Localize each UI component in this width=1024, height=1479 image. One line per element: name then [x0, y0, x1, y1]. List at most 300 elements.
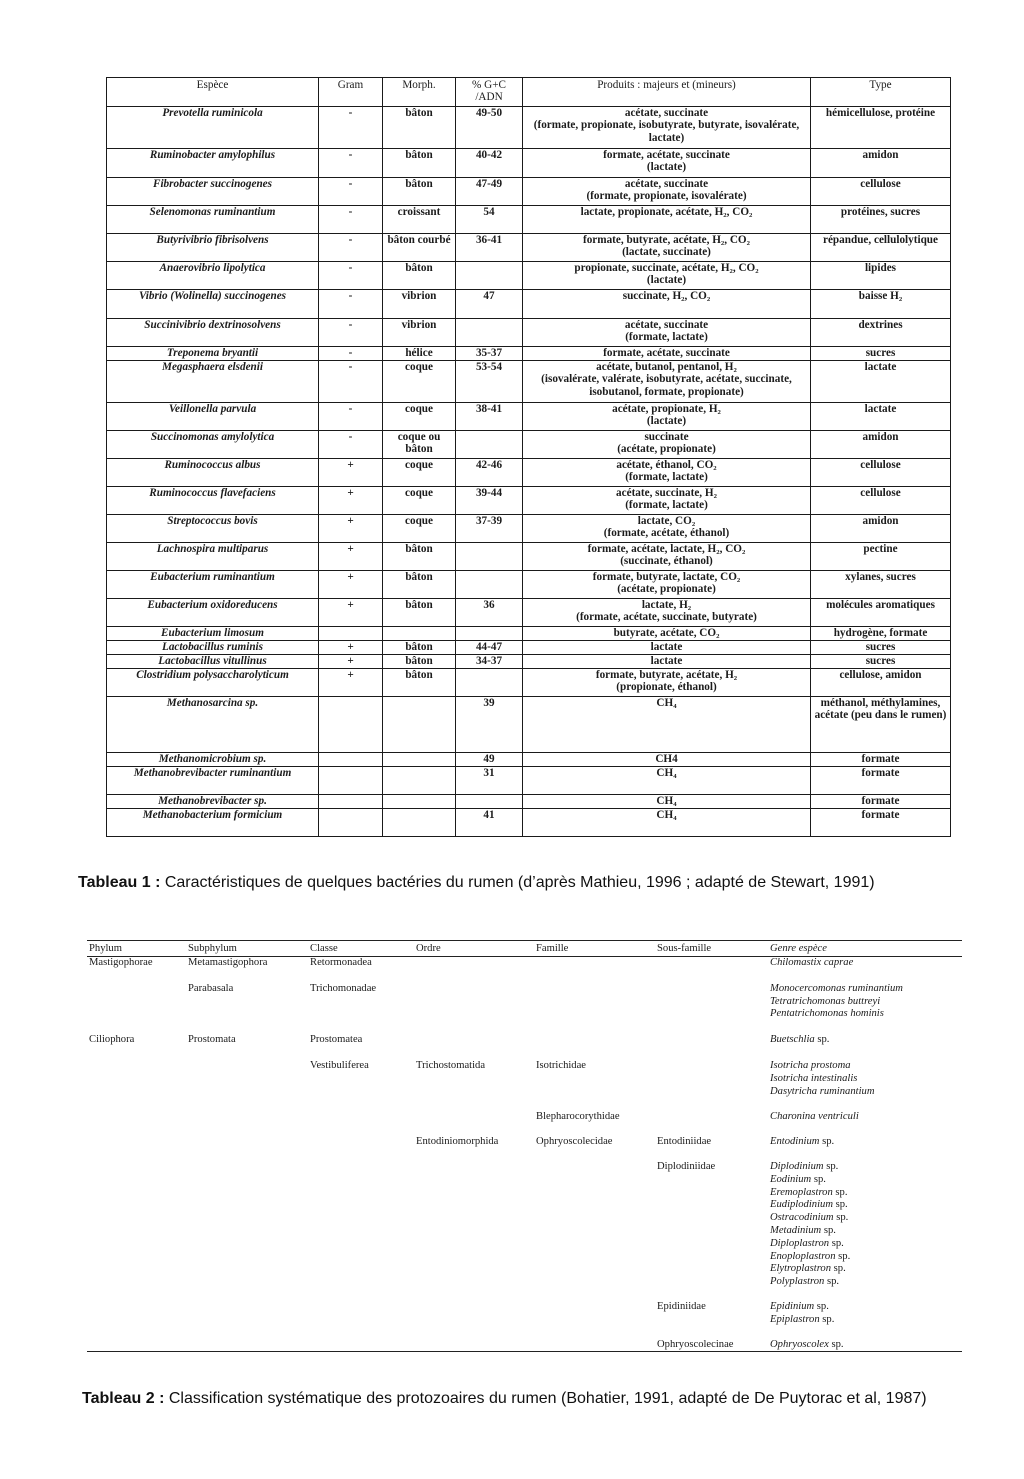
gram-cell: +	[319, 487, 383, 515]
products-cell	[523, 178, 811, 206]
famille-cell: Blepharocorythidae	[536, 1111, 620, 1123]
header-morph: Morph.	[383, 78, 456, 107]
products-cell	[523, 403, 811, 431]
famille-cell	[534, 1161, 655, 1301]
type-cell: pectine	[811, 543, 951, 571]
genus-species: Polyplastron sp.	[770, 1276, 840, 1288]
species-cell: Ruminobacter amylophilus	[107, 149, 319, 178]
species-cell: Lactobacillus vitullinus	[107, 655, 319, 669]
ordre-cell: Entodiniomorphida	[416, 1136, 499, 1148]
type-cell: dextrines	[811, 319, 951, 347]
minor-products: (succinate, éthanol)	[620, 555, 713, 568]
phylum-cell: Mastigophorae	[89, 957, 153, 968]
major-products: succinate	[644, 431, 689, 443]
gram-cell: -	[319, 107, 383, 149]
phylum-cell	[87, 1111, 186, 1136]
sousfamille-cell: Diplodiniidae	[657, 1160, 716, 1172]
products-cell	[523, 809, 811, 837]
protozoa-row	[87, 1339, 962, 1352]
type-cell: xylanes, sucres	[811, 571, 951, 599]
protozoa-row	[87, 1034, 962, 1060]
species-cell: Anaerovibrio lipolytica	[107, 262, 319, 290]
products-cell	[523, 795, 811, 809]
classe-cell: Retormonadea	[310, 957, 372, 968]
gc-cell	[456, 543, 523, 571]
morph-cell: bâton	[383, 655, 456, 669]
products-cell	[523, 361, 811, 403]
major-products: lactate	[650, 655, 683, 667]
minor-products: (lactate, succinate)	[622, 246, 711, 259]
bacteria-row	[107, 543, 951, 571]
major-products: formate, acétate, succinate	[603, 347, 730, 359]
protozoa-table-wrapper	[87, 940, 962, 1352]
gc-cell	[456, 431, 523, 459]
genre-espece-cell	[768, 1301, 962, 1339]
genus-species: Epidinium sp.	[770, 1300, 829, 1312]
morph-cell: bâton	[383, 262, 456, 290]
species-cell: Prevotella ruminicola	[107, 107, 319, 149]
subphylum-cell: Parabasala	[188, 982, 234, 994]
table2-caption	[82, 1388, 942, 1409]
sousfamille-cell	[655, 1034, 768, 1060]
gram-cell: +	[319, 669, 383, 697]
major-products: CH₄	[656, 767, 677, 779]
subphylum-cell	[186, 1161, 308, 1301]
table1-caption-text: Caractéristiques de quelques bactéries du rumen (d’après Mathieu, 1996 ; adapté de Stewart, 1991)	[160, 874, 875, 891]
bacteria-table	[106, 77, 951, 837]
bacteria-row	[107, 655, 951, 669]
sousfamille-cell: Entodiniidae	[657, 1136, 712, 1148]
famille-cell	[534, 983, 655, 1034]
species-cell: Megasphaera elsdenii	[107, 361, 319, 403]
type-cell: sucres	[811, 641, 951, 655]
morph-cell: hélice	[383, 347, 456, 361]
famille-cell: Isotrichidae	[536, 1059, 587, 1071]
gram-cell	[319, 697, 383, 753]
bacteria-row	[107, 571, 951, 599]
bacteria-row	[107, 431, 951, 459]
morph-cell: vibrion	[383, 319, 456, 347]
ordre-cell	[414, 1339, 534, 1352]
species-cell: Lactobacillus ruminis	[107, 641, 319, 655]
morph-cell	[383, 795, 456, 809]
header-famille: Famille	[534, 941, 655, 957]
ordre-cell	[414, 1111, 534, 1136]
products-cell	[523, 641, 811, 655]
protozoa-row	[87, 1111, 962, 1136]
minor-products: (lactate)	[646, 415, 687, 428]
ordre-cell	[414, 1161, 534, 1301]
classe-cell	[308, 1136, 414, 1161]
major-products: CH₄	[656, 795, 677, 807]
species-cell: Eubacterium limosum	[107, 627, 319, 641]
species-cell: Ruminococcus albus	[107, 459, 319, 487]
gc-cell	[456, 795, 523, 809]
morph-cell: bâton	[383, 149, 456, 178]
genus-species: Chilomastix caprae	[770, 957, 854, 968]
genre-espece-cell	[768, 1161, 962, 1301]
morph-cell: coque ou bâton	[383, 431, 456, 459]
species-cell: Vibrio (Wolinella) succinogenes	[107, 290, 319, 319]
protozoa-row	[87, 957, 962, 983]
sousfamille-cell: Epidiniidae	[657, 1300, 706, 1312]
protozoa-row	[87, 1060, 962, 1111]
bacteria-row	[107, 178, 951, 206]
famille-cell	[534, 1339, 655, 1352]
bacteria-row	[107, 403, 951, 431]
products-cell	[523, 655, 811, 669]
genre-espece-cell	[768, 957, 962, 983]
type-cell: amidon	[811, 515, 951, 543]
gram-cell: -	[319, 347, 383, 361]
header-products: Produits : majeurs et (mineurs)	[523, 78, 811, 107]
phylum-cell	[87, 1161, 186, 1301]
gram-cell: -	[319, 319, 383, 347]
minor-products: (propionate, éthanol)	[616, 681, 717, 694]
genus-species: Enoploplastron sp.	[770, 1250, 851, 1262]
products-cell	[523, 290, 811, 319]
morph-cell	[383, 809, 456, 837]
gc-cell: 36	[456, 599, 523, 627]
gram-cell: +	[319, 641, 383, 655]
bacteria-row	[107, 669, 951, 697]
products-cell	[523, 767, 811, 795]
type-cell: formate	[811, 795, 951, 809]
phylum-cell: Ciliophora	[89, 1034, 135, 1046]
gram-cell: +	[319, 655, 383, 669]
subphylum-cell: Prostomata	[188, 1034, 236, 1046]
famille-cell	[534, 1301, 655, 1339]
genre-espece-cell	[768, 1034, 962, 1060]
species-cell: Selenomonas ruminantium	[107, 206, 319, 234]
phylum-cell	[87, 1339, 186, 1352]
minor-products: (formate, propionate, isobutyrate, butyrate, isovalérate, lactate)	[533, 119, 800, 144]
minor-products: (lactate)	[646, 274, 687, 287]
bacteria-row	[107, 347, 951, 361]
gc-cell: 37-39	[456, 515, 523, 543]
sousfamille-cell	[655, 1111, 768, 1136]
classe-cell	[308, 1339, 414, 1352]
morph-cell: coque	[383, 515, 456, 543]
major-products: acétate, propionate, H₂	[612, 403, 721, 415]
subphylum-cell	[186, 1111, 308, 1136]
genus-species: Ostracodinium sp.	[770, 1212, 849, 1224]
gc-cell: 39	[456, 697, 523, 753]
header-gram: Gram	[319, 78, 383, 107]
major-products: propionate, succinate, acétate, H₂, CO₂	[574, 262, 759, 274]
genus-species: Entodinium sp.	[770, 1136, 835, 1148]
type-cell: amidon	[811, 149, 951, 178]
phylum-cell	[87, 1301, 186, 1339]
famille-cell: Ophryoscolecidae	[536, 1136, 613, 1148]
genus-species: Dasytricha ruminantium	[770, 1085, 875, 1097]
genus-species: Diplodinium sp.	[770, 1160, 839, 1172]
products-cell	[523, 431, 811, 459]
type-cell: formate	[811, 753, 951, 767]
phylum-cell	[87, 1136, 186, 1161]
morph-cell: bâton	[383, 107, 456, 149]
ordre-cell	[414, 983, 534, 1034]
morph-cell	[383, 753, 456, 767]
minor-products: (acétate, propionate)	[617, 443, 716, 456]
products-cell	[523, 319, 811, 347]
header-genre-espece: Genre espèce	[768, 941, 962, 957]
species-cell: Methanobrevibacter ruminantium	[107, 767, 319, 795]
gram-cell: -	[319, 178, 383, 206]
minor-products: (lactate)	[646, 161, 687, 174]
type-cell: cellulose	[811, 459, 951, 487]
products-cell	[523, 753, 811, 767]
minor-products: (acétate, propionate)	[617, 583, 716, 596]
sousfamille-cell	[655, 1060, 768, 1111]
bacteria-table-body	[107, 107, 951, 837]
gc-cell	[456, 627, 523, 641]
gram-cell	[319, 753, 383, 767]
bacteria-row	[107, 795, 951, 809]
genus-species: Isotricha intestinalis	[770, 1072, 858, 1084]
genre-espece-cell	[768, 1060, 962, 1111]
major-products: acétate, succinate	[624, 107, 709, 119]
classe-cell: Prostomatea	[310, 1034, 363, 1046]
genus-species: Diploplastron sp.	[770, 1237, 844, 1249]
protozoa-table-header	[87, 941, 962, 957]
morph-cell: coque	[383, 361, 456, 403]
major-products: formate, butyrate, acétate, H₂, CO₂	[582, 234, 750, 246]
species-cell: Eubacterium ruminantium	[107, 571, 319, 599]
major-products: acétate, butanol, pentanol, H₂	[596, 361, 737, 373]
major-products: CH₄	[656, 809, 677, 821]
genus-species: Epiplastron sp.	[770, 1313, 835, 1325]
protozoa-row	[87, 1161, 962, 1301]
gram-cell: -	[319, 431, 383, 459]
species-cell: Lachnospira multiparus	[107, 543, 319, 571]
gc-cell: 40-42	[456, 149, 523, 178]
gc-cell: 34-37	[456, 655, 523, 669]
type-cell: lactate	[811, 403, 951, 431]
species-cell: Clostridium polysaccharolyticum	[107, 669, 319, 697]
minor-products: (isovalérate, valérate, isobutyrate, acétate, succinate, isobutanol, formate, propionate)	[541, 373, 792, 398]
type-cell: méthanol, méthylamines, acétate (peu dans le rumen)	[811, 697, 951, 753]
bacteria-row	[107, 641, 951, 655]
header-gc: % G+C /ADN	[456, 78, 523, 107]
classe-cell	[308, 1301, 414, 1339]
gram-cell: +	[319, 515, 383, 543]
genus-species: Buetschlia sp.	[770, 1034, 830, 1046]
gram-cell	[319, 767, 383, 795]
morph-cell: bâton	[383, 641, 456, 655]
type-cell: lactate	[811, 361, 951, 403]
subphylum-cell	[186, 1339, 308, 1352]
minor-products: (formate, lactate)	[625, 471, 708, 484]
classe-cell: Vestibuliferea	[310, 1059, 369, 1071]
morph-cell: coque	[383, 459, 456, 487]
header-sous-famille: Sous-famille	[655, 941, 768, 957]
bacteria-row	[107, 487, 951, 515]
gram-cell: -	[319, 403, 383, 431]
type-cell: hydrogène, formate	[811, 627, 951, 641]
table2-caption-label: Tableau 2 :	[82, 1390, 165, 1407]
classe-cell: Trichomonadae	[310, 982, 377, 994]
gc-cell: 54	[456, 206, 523, 234]
gc-cell: 41	[456, 809, 523, 837]
morph-cell: bâton courbé	[383, 234, 456, 262]
species-cell: Eubacterium oxidoreducens	[107, 599, 319, 627]
species-cell: Succinivibrio dextrinosolvens	[107, 319, 319, 347]
gram-cell: +	[319, 459, 383, 487]
bacteria-row	[107, 149, 951, 178]
species-cell: Veillonella parvula	[107, 403, 319, 431]
products-cell	[523, 627, 811, 641]
type-cell: répandue, cellulolytique	[811, 234, 951, 262]
species-cell: Methanobrevibacter sp.	[107, 795, 319, 809]
major-products: lactate, propionate, acétate, H₂, CO₂	[580, 206, 753, 218]
species-cell: Ruminococcus flavefaciens	[107, 487, 319, 515]
products-cell	[523, 515, 811, 543]
gram-cell: +	[319, 599, 383, 627]
gc-cell: 44-47	[456, 641, 523, 655]
bacteria-row	[107, 753, 951, 767]
products-cell	[523, 262, 811, 290]
subphylum-cell	[186, 1060, 308, 1111]
table2-caption-text: Classification systématique des protozoaires du rumen (Bohatier, 1991, adapté de De Puytorac et al, 1987)	[164, 1390, 927, 1407]
type-cell: hémicellulose, protéine	[811, 107, 951, 149]
morph-cell: bâton	[383, 599, 456, 627]
products-cell	[523, 669, 811, 697]
morph-cell: bâton	[383, 178, 456, 206]
famille-cell	[534, 957, 655, 983]
major-products: acétate, succinate	[624, 178, 709, 190]
products-cell	[523, 487, 811, 515]
major-products: lactate, CO₂	[637, 515, 696, 527]
bacteria-row	[107, 361, 951, 403]
bacteria-row	[107, 767, 951, 795]
protozoa-row	[87, 1301, 962, 1339]
gc-cell: 38-41	[456, 403, 523, 431]
header-ordre: Ordre	[414, 941, 534, 957]
major-products: acétate, éthanol, CO₂	[616, 459, 717, 471]
morph-cell: vibrion	[383, 290, 456, 319]
bacteria-row	[107, 809, 951, 837]
type-cell: formate	[811, 767, 951, 795]
protozoa-table	[87, 940, 962, 1352]
species-cell: Fibrobacter succinogenes	[107, 178, 319, 206]
products-cell	[523, 459, 811, 487]
morph-cell: bâton	[383, 669, 456, 697]
protozoa-row	[87, 1136, 962, 1161]
bacteria-row	[107, 206, 951, 234]
type-cell: cellulose	[811, 487, 951, 515]
ordre-cell	[414, 957, 534, 983]
type-cell: baisse H₂	[811, 290, 951, 319]
morph-cell	[383, 767, 456, 795]
genus-species: Isotricha prostoma	[770, 1059, 851, 1071]
morph-cell: bâton	[383, 543, 456, 571]
major-products: formate, butyrate, acétate, H₂	[595, 669, 738, 681]
gram-cell: -	[319, 290, 383, 319]
classe-cell	[308, 1111, 414, 1136]
genus-species: Eremoplastron sp.	[770, 1186, 848, 1198]
bacteria-row	[107, 697, 951, 753]
bacteria-row	[107, 107, 951, 149]
gc-cell: 36-41	[456, 234, 523, 262]
header-species: Espèce	[107, 78, 319, 107]
gc-cell	[456, 669, 523, 697]
minor-products: (formate, lactate)	[625, 331, 708, 344]
genus-species: Monocercomonas ruminantium	[770, 982, 903, 994]
gram-cell: -	[319, 206, 383, 234]
major-products: acétate, succinate, H₂	[616, 487, 717, 499]
type-cell: amidon	[811, 431, 951, 459]
major-products: lactate, H₂	[641, 599, 692, 611]
morph-cell: bâton	[383, 571, 456, 599]
genus-species: Pentatrichomonas hominis	[770, 1008, 884, 1020]
gc-cell	[456, 319, 523, 347]
genus-species: Ophryoscolex sp.	[770, 1338, 844, 1350]
species-cell: Methanomicrobium sp.	[107, 753, 319, 767]
bacteria-row	[107, 234, 951, 262]
products-cell	[523, 599, 811, 627]
species-cell: Succinomonas amylolytica	[107, 431, 319, 459]
ordre-cell	[414, 1301, 534, 1339]
products-cell	[523, 571, 811, 599]
major-products: formate, butyrate, lactate, CO₂	[592, 571, 741, 583]
species-cell: Treponema bryantii	[107, 347, 319, 361]
minor-products: (formate, acétate, succinate, butyrate)	[576, 611, 757, 624]
classe-cell	[308, 1161, 414, 1301]
minor-products: (formate, lactate)	[625, 499, 708, 512]
gc-cell: 49-50	[456, 107, 523, 149]
gram-cell	[319, 809, 383, 837]
gram-cell: -	[319, 234, 383, 262]
genre-espece-cell	[768, 1111, 962, 1136]
major-products: formate, acétate, lactate, H₂, CO₂	[587, 543, 746, 555]
phylum-cell	[87, 1060, 186, 1111]
header-classe: Classe	[308, 941, 414, 957]
products-cell	[523, 347, 811, 361]
bacteria-table-header	[107, 78, 951, 107]
morph-cell: coque	[383, 487, 456, 515]
gram-cell: +	[319, 571, 383, 599]
ordre-cell: Trichostomatida	[416, 1059, 486, 1071]
gc-cell	[456, 262, 523, 290]
products-cell	[523, 234, 811, 262]
products-cell	[523, 107, 811, 149]
gram-cell: +	[319, 543, 383, 571]
gc-cell: 47-49	[456, 178, 523, 206]
type-cell: sucres	[811, 347, 951, 361]
gc-cell	[456, 571, 523, 599]
gram-cell	[319, 627, 383, 641]
morph-cell	[383, 697, 456, 753]
gc-cell: 49	[456, 753, 523, 767]
genus-species: Eudiplodinium sp.	[770, 1199, 848, 1211]
genre-espece-cell	[768, 1136, 962, 1161]
ordre-cell	[414, 1034, 534, 1060]
gram-cell	[319, 795, 383, 809]
bacteria-row	[107, 319, 951, 347]
type-cell: lipides	[811, 262, 951, 290]
genre-espece-cell	[768, 1339, 962, 1352]
protozoa-row	[87, 983, 962, 1034]
sousfamille-cell	[655, 983, 768, 1034]
gram-cell: -	[319, 262, 383, 290]
table1-caption	[78, 872, 938, 893]
gc-cell: 35-37	[456, 347, 523, 361]
minor-products: (formate, acétate, éthanol)	[603, 527, 730, 540]
species-cell: Streptococcus bovis	[107, 515, 319, 543]
gc-cell: 47	[456, 290, 523, 319]
bacteria-row	[107, 599, 951, 627]
